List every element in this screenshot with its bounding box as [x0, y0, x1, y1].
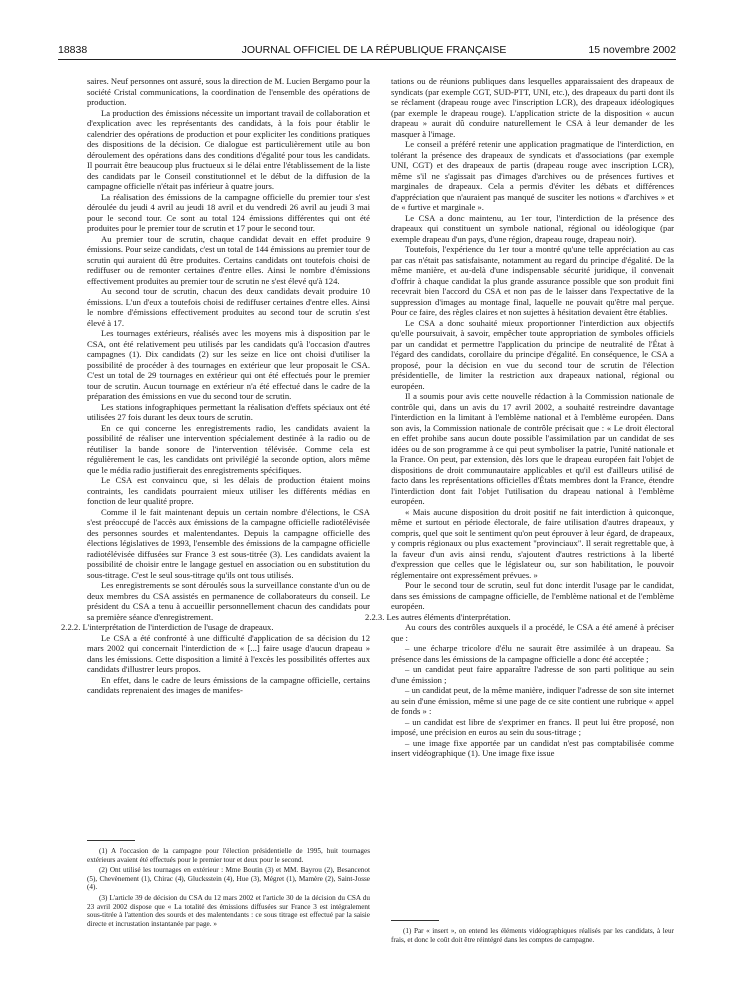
footnote-rule [391, 920, 439, 921]
paragraph: Le CSA a donc souhaité mieux proportionner l'interdiction aux objectifs qu'elle poursuivait, à savoir, empêcher toute appropriation de symboles officiels par un candidat et permettre l'application du principe de neutralité de l'État à l'égard des candidats, corollaire du principe d'égalité. En conséquence, le CSA a proposé, pour la décision en vue du second tour de scrutin de l'élection présidentielle, de limiter la restriction aux drapeaux national, régional ou européen. [391, 317, 674, 391]
footnote-rule [87, 840, 135, 841]
issue-date: 15 novembre 2002 [588, 44, 676, 56]
paragraph: Il a soumis pour avis cette nouvelle rédaction à la Commission nationale de contrôle qui, dans un avis du 17 avril 2002, a souhaité restreindre davantage l'interdiction en la limitant à l'emblème national et à l'emblème européen. Dans son avis, la Commission nationale de contrôle précisait que : « Le droit électoral en effet prohibe sans aucun doute possible l'assimilation par un candidat de ses idées ou de son programme à ce qui peut symboliser la patrie, l'unité nationale et la France. On peut, par extension, dès lors que le drapeau européen fait l'objet de dispositions de droit communautaire applicables et qu'il est d'ailleurs utilisé de facto dans les représentations officielles d'États membres dont la France, étendre l'interdiction dont fait l'objet l'utilisation du drapeau national à l'emblème européen. [391, 391, 674, 506]
paragraph: Au premier tour de scrutin, chaque candidat devait en effet produire 9 émissions. Pour seize candidats, c'est un total de 144 émissions au premier tour de scrutin qui auraient dû être produites. Certains candidats ont toutefois choisi de rediffuser ou de remonter certaines d'entre elles. Ainsi le nombre d'émissions effectivement produites au premier tour de scrutin ne s'est élevé qu'à 124. [87, 233, 370, 286]
footnotes-right [391, 927, 674, 946]
paragraph: En ce qui concerne les enregistrements radio, les candidats avaient la possibilité de réaliser une intervention spécialement destinée à la radio ou de réutiliser la bande sonore de l'intervention télévisée. Comme cela est régulièrement le cas, les candidats ont privilégié la seconde option, alors même que le média radio justifierait des enregistrements spécifiques. [87, 422, 370, 475]
section-heading-2-2-3: 2.2.3. Les autres éléments d'interprétation. [365, 611, 511, 622]
paragraph: Comme il le fait maintenant depuis un certain nombre d'élections, le CSA s'est préoccupé de l'accès aux émissions de la campagne officielle radiotélévisée des personnes sourdes et malentendantes. Depuis la campagne officielle des élections législatives de 1993, l'ensemble des émissions de la campagne officielle radiotélévisée diffusées sur France 3 est sous-titrée (3). Les candidats avaient la possibilité de choisir entre le langage gestuel en association ou en substitution du sous-titrage. C'est le seul sous-titrage qu'ils ont tous utilisés. [87, 506, 370, 580]
list-item: – un candidat peut, de la même manière, indiquer l'adresse de son site internet au sein d'une émission, même si une page de ce site contient une rubrique « appel de fonds » : [391, 685, 674, 716]
paragraph: tations ou de réunions publiques dans lesquelles apparaissaient des drapeaux de syndicats (par exemple CGT, SUD-PTT, UNI, etc.), des drapeaux du parti dont ils se réclament (drapeau rouge avec l'inscription LCR), des drapeaux idéologiques (par exemple le drapeau rouge). L'application stricte de la disposition « aucun drapeau » aurait dû conduire naturellement le CSA à leur demander de les masquer à l'image. [391, 76, 674, 139]
list-item: – une image fixe apportée par un candidat n'est pas comptabilisée comme insert vidéographique (1). Une image fixe issue [391, 737, 674, 758]
paragraph: Au cours des contrôles auxquels il a procédé, le CSA a été amené à préciser que : [391, 622, 674, 643]
paragraph: La production des émissions nécessite un important travail de collaboration et d'explication avec les représentants des candidats, à la fois pour établir le calendrier des opérations de production et pour expliciter les conditions pratiques des dispositions de la décision. Ce dialogue est particulièrement utile au bon déroulement des opérations dans des conditions d'égalité pour tous les candidats. Il pourrait être beaucoup plus fructueux si le délai entre l'établissement de la liste des candidats par le Conseil constitutionnel et le début de la diffusion de la campagne officielle n'était pas inférieur à quatre jours. [87, 107, 370, 191]
right-column [365, 76, 674, 759]
paragraph: « Mais aucune disposition du droit positif ne fait interdiction à quiconque, même et surtout en période électorale, de faire utilisation d'autres drapeaux, y compris, quel que soit le sentiment qu'on peut éprouver à leur égard, de drapeaux, y compris régionaux ou plus exactement "provinciaux". Il serait regrettable que, à la faveur d'un avis ainsi rendu, s'ajoutent d'autres restrictions à la liberté d'expression que celles que le législateur ou, sur son habilitation, le pouvoir réglementaire ont expressément prévues. » [391, 506, 674, 580]
page-number: 18838 [58, 44, 88, 56]
paragraph: Le conseil a préféré retenir une application pragmatique de l'interdiction, en tolérant la présence des drapeaux de syndicats et d'associations (par exemple UNI, CGT) et des drapeaux de partis (drapeau rouge avec inscription LCR), même s'il ne s'agissait pas d'images d'archives ou de présences furtives et marginales de drapeaux. Cela a permis d'éviter les débats et différences d'appréciation que n'auraient pas manqué de susciter les notions « d'archives » et de « furtive et marginale ». [391, 139, 674, 212]
footnote: (2) Ont utilisé les tournages en extérieur : Mme Boutin (3) et MM. Bayrou (2), Besancenot (5), Chevènement (1), Chirac (4), Glucksstein (4), Hue (3), Mégret (1), Mamère (2), Saint-Josse (4). [87, 866, 370, 892]
paragraph: Le CSA a donc maintenu, au 1er tour, l'interdiction de la présence des drapeaux qui constituent un symbole national, régional ou idéologique (par exemple drapeau d'un pays, d'une région, drapeau rouge, drapeau noir). [391, 212, 674, 244]
paragraph: Les stations infographiques permettant la réalisation d'effets spéciaux ont été utilisées 27 fois durant les deux tours de scrutin. [87, 401, 370, 422]
list-item: – une écharpe tricolore d'élu ne saurait être assimilée à un drapeau. Sa présence dans les émissions de la campagne officielle a donc été acceptée ; [391, 643, 674, 664]
paragraph: Le CSA est convaincu que, si les délais de production étaient moins contraints, les candidats pourraient mieux utiliser les différents médias en fonction de leur qualité propre. [87, 475, 370, 506]
paragraph: Pour le second tour de scrutin, seul fut donc interdit l'usage par le candidat, dans ses émissions de campagne officielle, de l'emblème national et de l'emblème européen. [391, 580, 674, 611]
footnote: (3) L'article 39 de décision du CSA du 12 mars 2002 et l'article 30 de la décision du CSA du 23 avril 2002 dispose que « La totalité des émissions diffusées sur France 3 est intégralement sous-titrée à l'attention des sourds et des malentendants : ce sous titrage est effectué par la saisie directe et incrustation instantanée par page. » [87, 893, 370, 928]
paragraph: Au second tour de scrutin, chacun des deux candidats devait produire 10 émissions. L'un d'eux a toutefois choisi de rediffuser certaines d'entre elles. Ainsi le nombre d'émissions effectivement produites au second tour de scrutin s'est élevé à 17. [87, 286, 370, 328]
footnote: (1) Par « insert », on entend les éléments vidéographiques réalisés par les candidats, à leur frais, et donc le coût doit être réintégré dans les comptes de campagne. [391, 927, 674, 944]
paragraph: Le CSA a été confronté à une difficulté d'application de sa décision du 12 mars 2002 qui concernait l'interdiction de « [...] faire usage d'aucun drapeau » dans les émissions. Cette disposition a limité à l'excès les possibilités offertes aux candidats d'illustrer leurs propos. [87, 632, 370, 674]
footnotes-left [87, 847, 370, 930]
journal-title: JOURNAL OFFICIEL DE LA RÉPUBLIQUE FRANÇAISE [241, 44, 507, 56]
left-column [61, 76, 370, 696]
footnote: (1) A l'occasion de la campagne pour l'élection présidentielle de 1995, huit tournages extérieurs avaient été effectués pour le premier tour et deux pour le second. [87, 847, 370, 864]
paragraph: Toutefois, l'expérience du 1er tour a montré qu'une telle appréciation au cas par cas n'était pas satisfaisante, notamment au regard du principe d'égalité. De la même manière, et au-delà d'une indispensable sécurité juridique, il convenait d'offrir à chaque candidat la plus grande assurance possible que son produit fini recevrait bien l'accord du CSA et non pas de le laisser dans l'expectative de la suppression d'images au montage final, laquelle ne pouvait qu'être mal perçue. Pour ce faire, des règles claires et non sujettes à hésitation devaient être établies. [391, 244, 674, 317]
paragraph: saires. Neuf personnes ont assuré, sous la direction de M. Lucien Bergamo pour la société Cristal communications, la coordination de l'ensemble des opérations de production. [87, 76, 370, 107]
paragraph: Les tournages extérieurs, réalisés avec les moyens mis à disposition par le CSA, ont été relativement peu utilisés par les candidats qu'à l'occasion d'autres campagnes (1). Dix candidats (2) sur les seize en lice ont choisi d'utiliser la possibilité de procéder à des tournages en extérieur que leur proposait le CSA. C'est un total de 29 tournages en extérieur qui ont été effectués pour le premier tour de scrutin. Aucun tournage en extérieur n'a été effectué dans le cadre de la préparation des émissions en vue du second tour de scrutin. [87, 328, 370, 401]
list-item: – un candidat peut faire apparaître l'adresse de son parti politique au sein d'une émission ; [391, 664, 674, 685]
paragraph: En effet, dans le cadre de leurs émissions de la campagne officielle, certains candidats reprenaient des images de manifes- [87, 674, 370, 695]
section-heading-2-2-2: 2.2.2. L'interprétation de l'interdiction de l'usage de drapeaux. [61, 622, 274, 632]
list-item: – un candidat est libre de s'exprimer en francs. Il peut lui être proposé, non imposé, une précision en euros au sein du sous-titrage ; [391, 716, 674, 737]
paragraph: La réalisation des émissions de la campagne officielle du premier tour s'est déroulée du jeudi 4 avril au jeudi 18 avril et du vendredi 26 avril au jeudi 3 mai pour le second tour. Ce sont au total 124 émissions différentes qui ont été produites pour le premier tour de scrutin et 17 pour le second tour. [87, 191, 370, 233]
paragraph: Les enregistrements se sont déroulés sous la surveillance constante d'un ou de deux membres du CSA assistés en permanence de collaborateurs du conseil. Le président du CSA a tenu à accueillir personnellement chacun des candidats pour sa première séance d'enregistrement. [87, 580, 370, 622]
header-rule [58, 59, 676, 60]
